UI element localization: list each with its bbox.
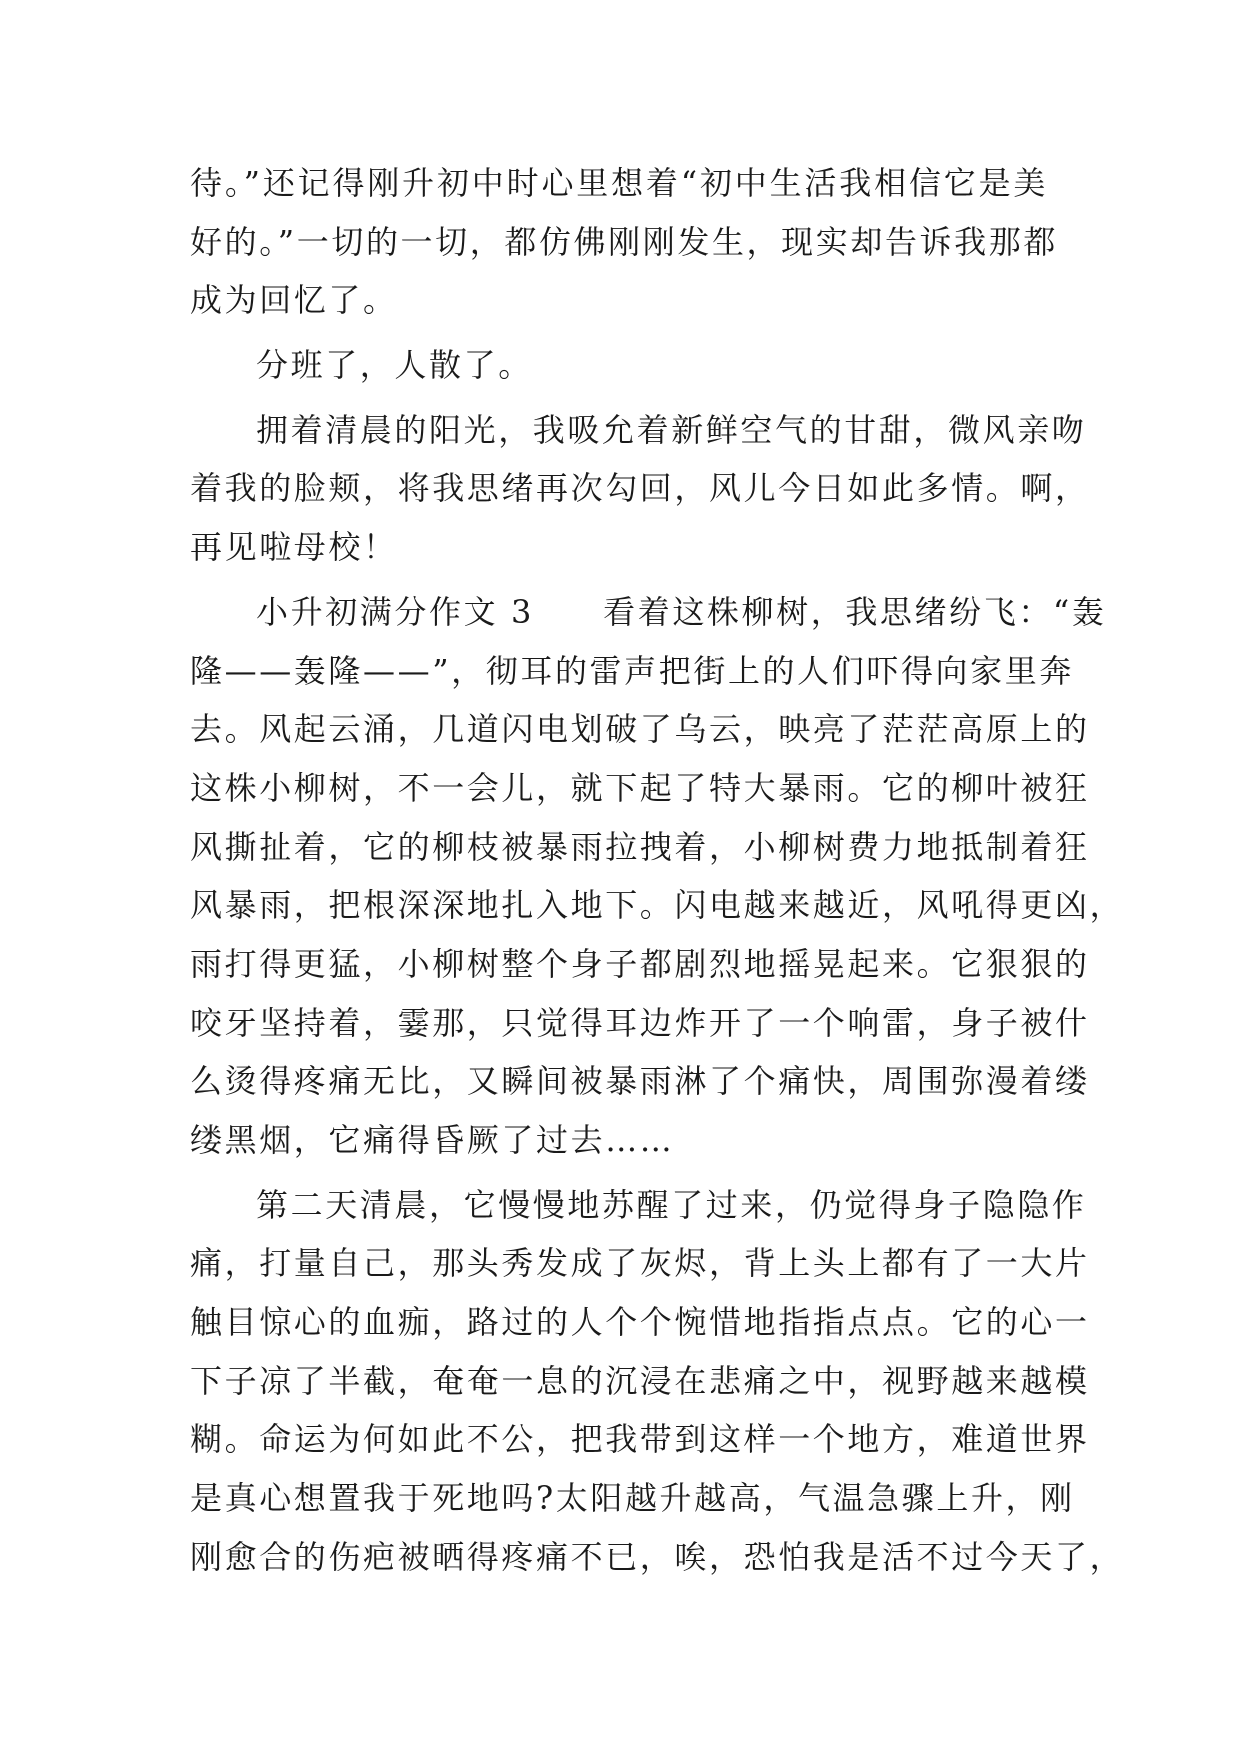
text-line: 待。”还记得刚升初中时心里想着“初中生活我相信它是美 <box>190 164 1048 202</box>
text-line: 下子凉了半截，奄奄一息的沉浸在悲痛之中，视野越来越模 <box>190 1361 1090 1400</box>
paragraph-start-line: 第二天清晨，它慢慢地苏醒了过来，仍觉得身子隐隐作 <box>256 1185 1087 1224</box>
text-line: 着我的脸颊，将我思绪再次勾回，风儿今日如此多情。啊， <box>190 469 1090 508</box>
essay-body <box>190 154 1125 1587</box>
text-line: 刚愈合的伤疤被晒得疼痛不已，唉，恐怕我是活不过今天了， <box>190 1537 1125 1576</box>
paragraph-start-line: 分班了，人散了。 <box>256 346 533 385</box>
text-line: 风暴雨，把根深深地扎入地下。闪电越来越近，风吼得更凶， <box>190 886 1125 925</box>
text-line: 去。风起云涌，几道闪电划破了乌云，映亮了茫茫高原上的 <box>190 710 1090 749</box>
paragraph-start-line: 拥着清晨的阳光，我吸允着新鲜空气的甘甜，微风亲吻 <box>256 410 1087 449</box>
text-line: 风撕扯着，它的柳枝被暴雨拉拽着，小柳树费力地抵制着狂 <box>190 827 1090 866</box>
text-line: 隆——轰隆——”，彻耳的雷声把街上的人们吓得向家里奔 <box>190 651 1074 690</box>
text-line: 成为回忆了。 <box>190 281 398 320</box>
text-line: 么烫得疼痛无比，又瞬间被暴雨淋了个痛快，周围弥漫着缕 <box>190 1062 1090 1101</box>
text-line: 是真心想置我于死地吗?太阳越升越高，气温急骤上升，刚 <box>190 1479 1075 1518</box>
section-heading-line: 小升初满分作文 3 看着这株柳树，我思绪纷飞：“轰 <box>256 592 1107 631</box>
text-line: 痛，打量自己，那头秀发成了灰烬，背上头上都有了一大片 <box>190 1244 1090 1283</box>
text-line: 缕黑烟，它痛得昏厥了过去…… <box>190 1121 675 1159</box>
text-line: 再见啦母校！ <box>190 528 398 567</box>
text-line: 好的。”一切的一切，都仿佛刚刚发生，现实却告诉我那都 <box>190 222 1058 261</box>
text-line: 这株小柳树，不一会儿，就下起了特大暴雨。它的柳叶被狂 <box>190 768 1090 807</box>
text-line: 雨打得更猛，小柳树整个身子都剧烈地摇晃起来。它狠狠的 <box>190 944 1090 983</box>
text-line: 糊。命运为何如此不公，把我带到这样一个地方，难道世界 <box>190 1420 1090 1459</box>
text-line: 触目惊心的血痂，路过的人个个惋惜地指指点点。它的心一 <box>190 1303 1090 1342</box>
text-line: 咬牙坚持着，霎那，只觉得耳边炸开了一个响雷，身子被什 <box>190 1003 1090 1042</box>
